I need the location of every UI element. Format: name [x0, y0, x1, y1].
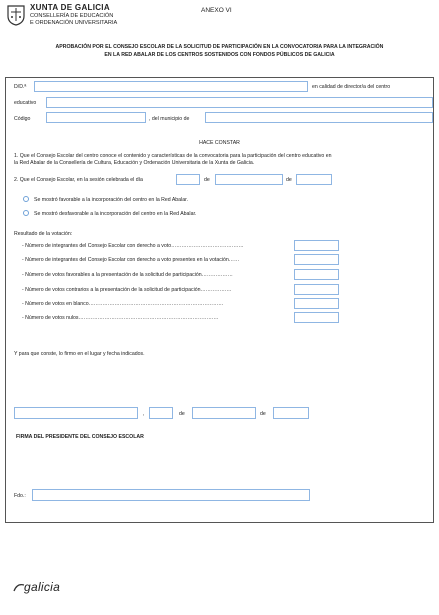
session-de-label-1: de — [204, 177, 210, 183]
vote-row-label: - Número de votos en blanco…………………………………………………………………… — [22, 301, 224, 307]
vote-row-label: - Número de votos contrarios a la presentación de la solicitud de participación……………… — [22, 287, 232, 293]
date-de-label-1: de — [179, 411, 185, 417]
closing-text: Y para que conste, lo firmo en el lugar y fecha indicados. — [14, 351, 145, 357]
vote-row-field[interactable] — [294, 298, 339, 309]
vote-row-label: - Número de votos favorables a la presentación de la solicitud de participación……………… — [22, 272, 233, 278]
certify-p2-label: 2. Que el Consejo Escolar, en la sesión celebrada el día — [14, 177, 143, 183]
session-year-field[interactable] — [296, 174, 332, 185]
code-label: Código — [14, 116, 31, 122]
vote-row-label: - Número de integrantes del Consejo Escolar con derecho a voto…………………………………… — [22, 243, 244, 249]
favorable-radio[interactable] — [23, 196, 29, 202]
unfavorable-radio[interactable] — [23, 210, 29, 216]
month-field[interactable] — [192, 407, 256, 419]
place-field[interactable] — [14, 407, 138, 419]
day-field[interactable] — [149, 407, 173, 419]
year-field[interactable] — [273, 407, 309, 419]
date-de-label-2: de — [260, 411, 266, 417]
favorable-label: Se mostró favorable a la incorporación del centro en la Red Abalar. — [34, 197, 188, 203]
unfavorable-label: Se mostró desfavorable a la incorporación del centro en la Red Abalar. — [34, 211, 197, 217]
dd-label: D/D.ª — [14, 84, 27, 90]
certify-heading: HACE CONSTAR — [199, 140, 240, 146]
document-title-line2: EN LA RED ABALAR DE LOS CENTROS SOSTENIDOS CON FONDOS PÚBLICOS DE GALICIA — [104, 52, 335, 58]
role-label: en calidad de director/a del centro — [312, 84, 391, 90]
galicia-logo-text: galicia — [24, 580, 61, 594]
org-ministry-line1: CONSELLERÍA DE EDUCACIÓN — [30, 13, 114, 19]
signature-label: FIRMA DEL PRESIDENTE DEL CONSEJO ESCOLAR — [16, 434, 144, 440]
municipality-label: , del municipio de — [149, 116, 190, 122]
galicia-shield-icon — [5, 4, 27, 26]
place-comma: , — [143, 411, 145, 417]
session-day-field[interactable] — [176, 174, 200, 185]
code-field[interactable] — [46, 112, 146, 123]
vote-row-field[interactable] — [294, 240, 339, 251]
center-field[interactable] — [46, 97, 433, 108]
center-label: educativo — [14, 100, 37, 106]
vote-row-label: - Número de integrantes del Consejo Escolar con derecho a voto presentes en la votación…… — [22, 257, 240, 263]
vote-row-field[interactable] — [294, 312, 339, 323]
signer-name-field[interactable] — [32, 489, 310, 501]
vote-row-label: - Número de votos nulos……………………………………………………………………… — [22, 315, 219, 321]
session-month-field[interactable] — [215, 174, 283, 185]
certify-p1-line1: 1. Que el Consejo Escolar del centro conoce el contenido y características de la convocatoria para la participación del centro educativo en — [14, 153, 332, 159]
xunta-logo — [5, 4, 27, 26]
vote-row-field[interactable] — [294, 284, 339, 295]
document-title-line1: APROBACIÓN POR EL CONSEJO ESCOLAR DE LA SOLICITUD DE PARTICIPACIÓN EN LA CONVOCATORIA PARA LA INTEGRACIÓN — [55, 44, 384, 50]
certify-p1-line2: la Red Abalar de la Consellería de Cultura, Educación y Ordenación Universitaria de la Xunta de Galicia. — [14, 160, 255, 166]
vote-row-field[interactable] — [294, 254, 339, 265]
signed-label: Fdo.: — [14, 493, 26, 499]
name-field[interactable] — [34, 81, 308, 92]
vote-row-field[interactable] — [294, 269, 339, 280]
municipality-field[interactable] — [205, 112, 433, 123]
org-ministry-line2: E ORDENACIÓN UNIVERSITARIA — [30, 19, 118, 26]
session-de-label-2: de — [286, 177, 292, 183]
org-name: XUNTA DE GALICIA — [30, 3, 110, 12]
votes-heading: Resultado de la votación: — [14, 231, 73, 237]
annex-label: ANEXO VI — [201, 7, 232, 14]
